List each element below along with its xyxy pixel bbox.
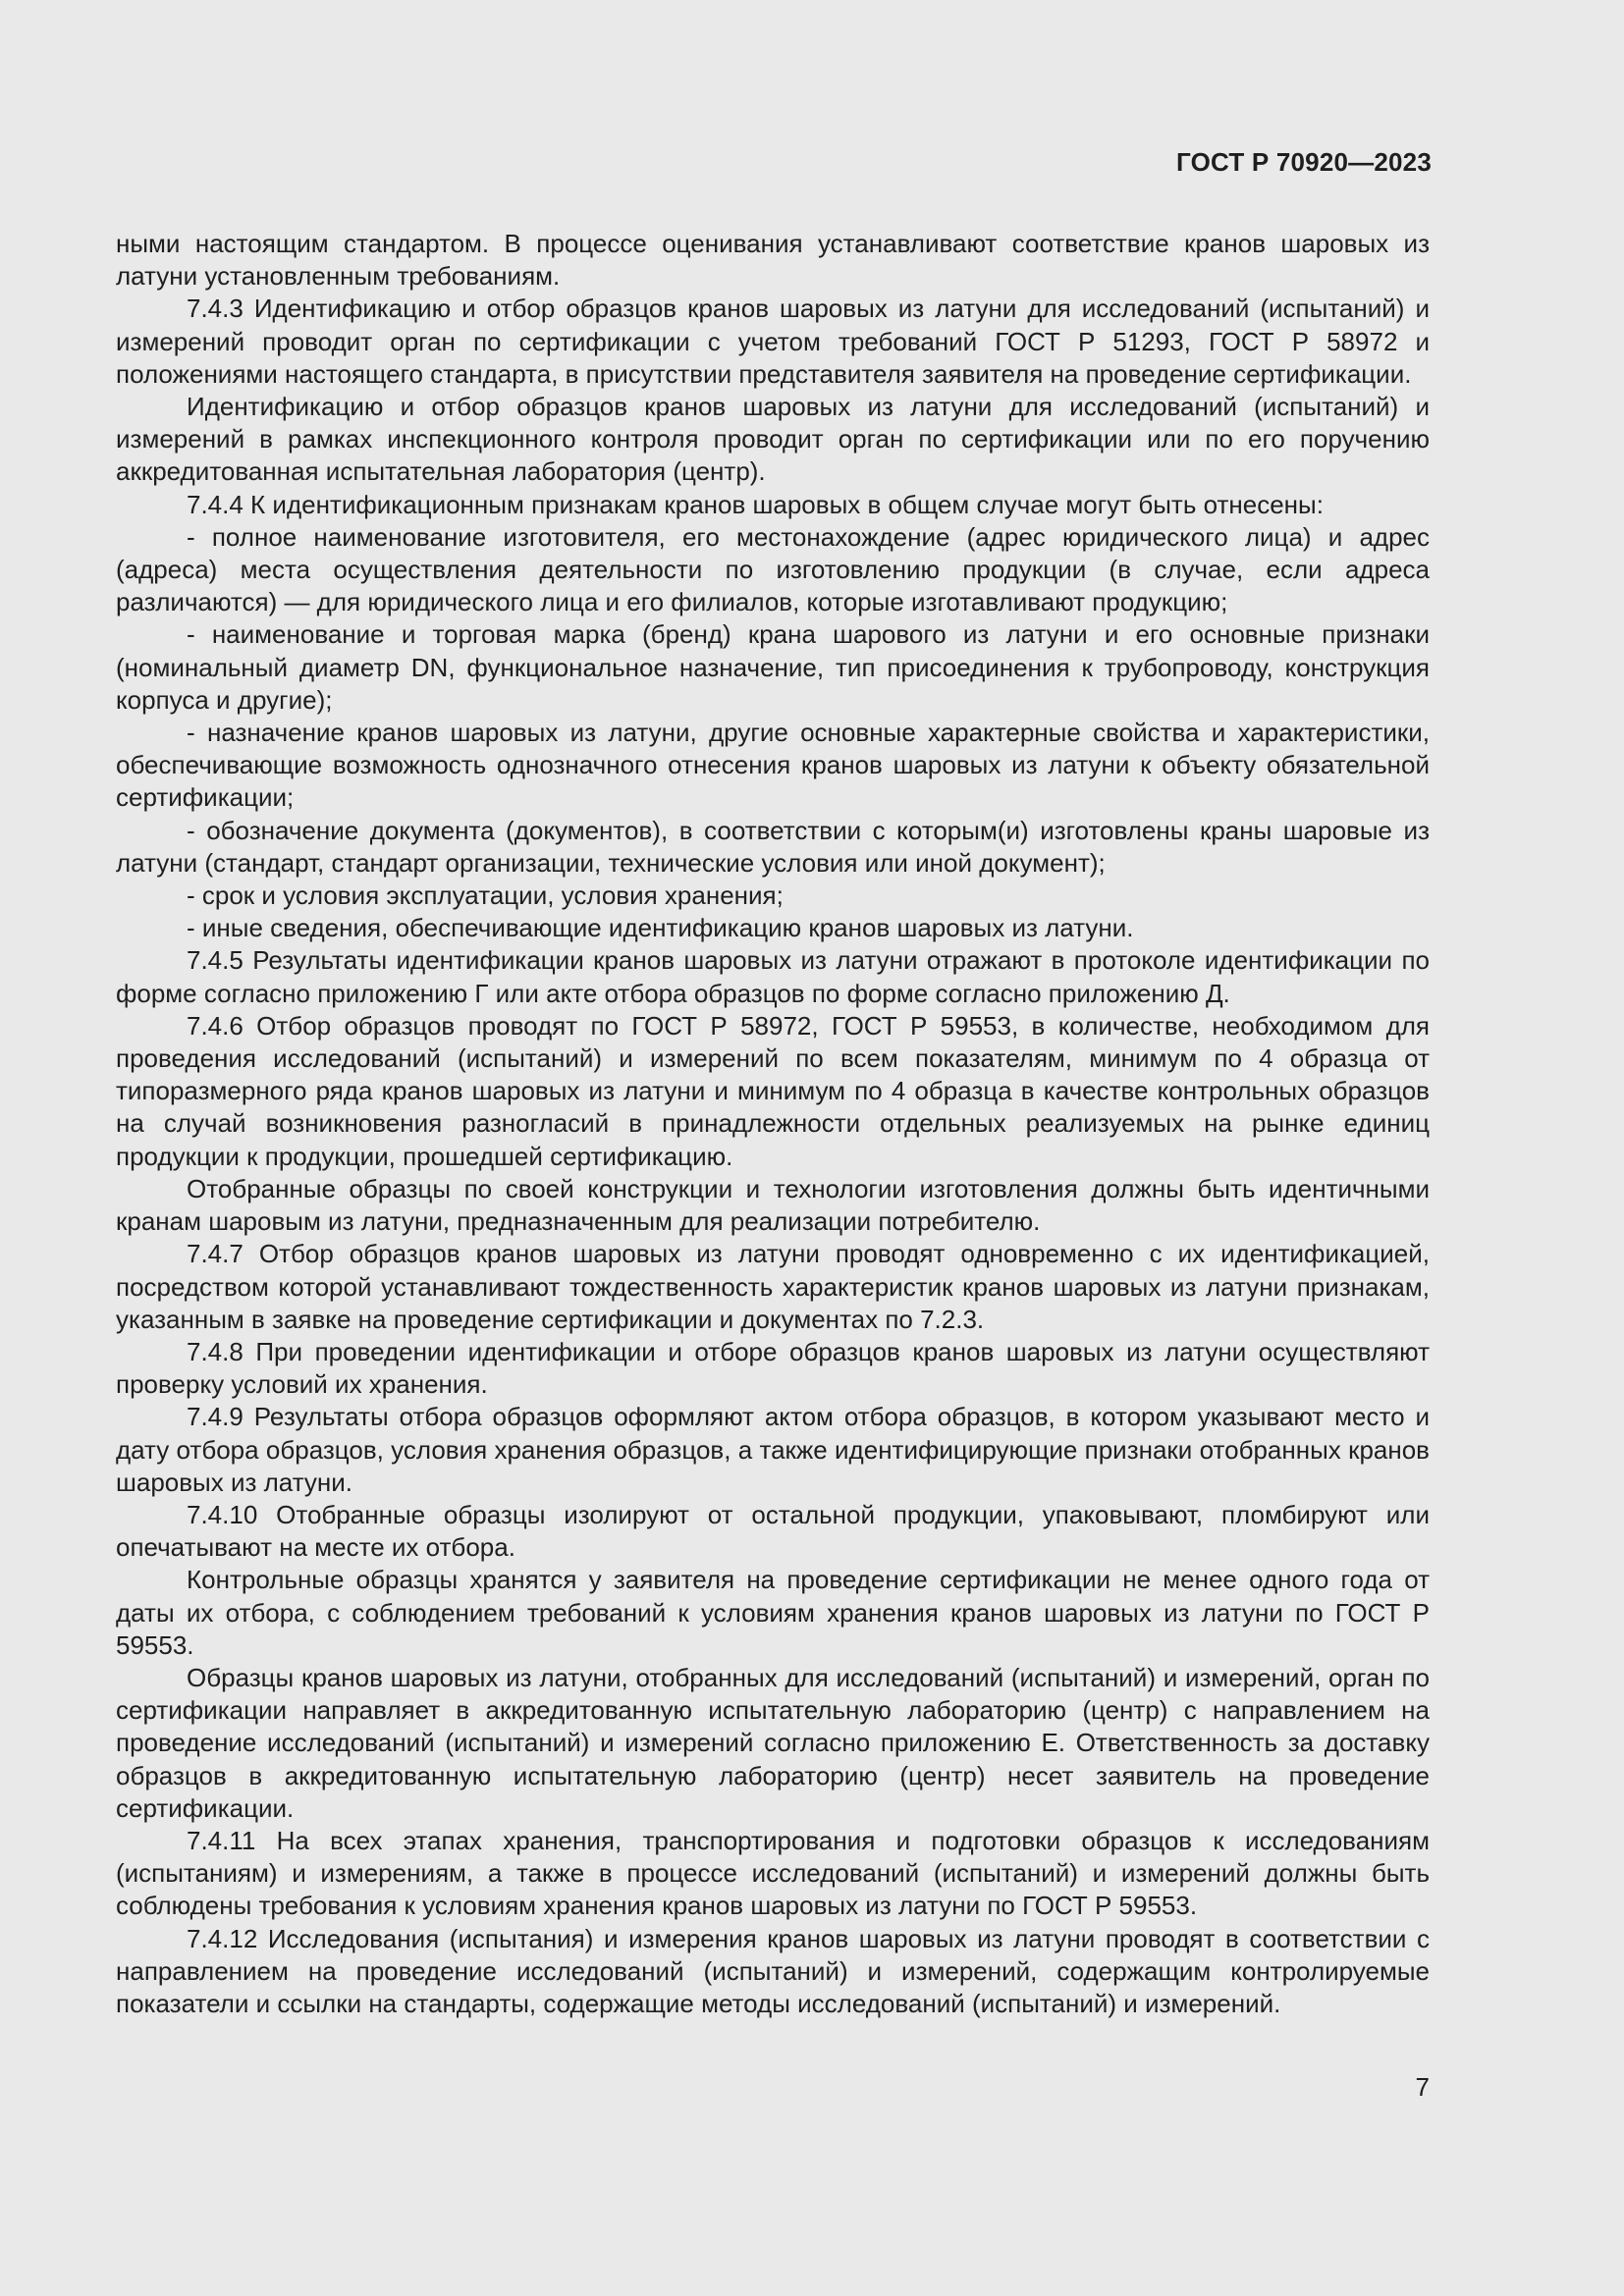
paragraph: Идентификацию и отбор образцов кранов шаровых из латуни для исследований (испытаний) и измерений в рамках инспекционного контроля проводит орган по сертификации или по его поручению аккредитованная испытательная лаборатория (центр). xyxy=(116,392,1430,487)
paragraph: 7.4.11 На всех этапах хранения, транспортирования и подготовки образцов к исследованиям (испытаниям) и измерениям, а также в процессе исследований (испытаний) и измерений должны быть соблюдены требования к условиям хранения кранов шаровых из латуни по ГОСТ Р 59553. xyxy=(116,1825,1430,1921)
list-item: - назначение кранов шаровых из латуни, другие основные характерные свойства и характеристики, обеспечивающие возможность однозначного отнесения кранов шаровых из латуни к объекту обязательной сертификации; xyxy=(116,718,1430,813)
paragraph: 7.4.3 Идентификацию и отбор образцов кранов шаровых из латуни для исследований (испытаний) и измерений проводит орган по сертификации с учетом требований ГОСТ Р 51293, ГОСТ Р 58972 и положениями настоящего стандарта, в присутствии представителя заявителя на проведение сертификации. xyxy=(116,294,1430,389)
paragraph: ными настоящим стандартом. В процессе оценивания устанавливают соответствие кранов шаровых из латуни установленным требованиям. xyxy=(116,229,1430,292)
page-number: 7 xyxy=(1415,2072,1430,2102)
paragraph: 7.4.8 При проведении идентификации и отборе образцов кранов шаровых из латуни осуществляют проверку условий их хранения. xyxy=(116,1336,1430,1400)
document-code-header: ГОСТ Р 70920—2023 xyxy=(1176,147,1432,177)
list-item: - обозначение документа (документов), в соответствии с которым(и) изготовлены краны шаровые из латуни (стандарт, стандарт организации, технические условия или иной документ); xyxy=(116,815,1430,878)
list-item: - иные сведения, обеспечивающие идентификацию кранов шаровых из латуни. xyxy=(187,913,1134,943)
paragraph: Отобранные образцы по своей конструкции и технологии изготовления должны быть идентичными кранам шаровым из латуни, предназначенным для реализации потребителю. xyxy=(116,1173,1430,1237)
paragraph: Контрольные образцы хранятся у заявителя на проведение сертификации не менее одного года от даты их отбора, с соблюдением требований к условиям хранения кранов шаровых из латуни по ГОСТ Р 59553. xyxy=(116,1565,1430,1660)
paragraph: 7.4.12 Исследования (испытания) и измерения кранов шаровых из латуни проводят в соответствии с направлением на проведение исследований (испытаний) и измерений, содержащим контролируемые показатели и ссылки на стандарты, содержащие методы исследований (испытаний) и измерений. xyxy=(116,1923,1430,2018)
paragraph: 7.4.5 Результаты идентификации кранов шаровых из латуни отражают в протоколе идентификации по форме согласно приложению Г или акте отбора образцов по форме согласно приложению Д. xyxy=(116,945,1430,1008)
list-item: - наименование и торговая марка (бренд) крана шарового из латуни и его основные признаки (номинальный диаметр DN, функциональное назначение, тип присоединения к трубопроводу, конструкция корпуса и другие); xyxy=(116,619,1430,715)
paragraph: 7.4.7 Отбор образцов кранов шаровых из латуни проводят одновременно с их идентификацией, посредством которой устанавливают тождественность характеристик кранов шаровых из латуни признакам, указанным в заявке на проведение сертификации и документах по 7.2.3. xyxy=(116,1239,1430,1334)
paragraph: 7.4.6 Отбор образцов проводят по ГОСТ Р 58972, ГОСТ Р 59553, в количестве, необходимом для проведения исследований (испытаний) и измерений по всем показателям, минимум по 4 образца от типоразмерного ряда кранов шаровых из латуни и минимум по 4 образца в качестве контрольных образцов на случай возникновения разногласий в принадлежности отдельных реализуемых на рынке единиц продукции к продукции, прошедшей сертификацию. xyxy=(116,1010,1430,1171)
list-item: - полное наименование изготовителя, его местонахождение (адрес юридического лица) и адрес (адреса) места осуществления деятельности по изготовлению продукции (в случае, если адреса различаются) — для юридического лица и его филиалов, которые изготавливают продукцию; xyxy=(116,521,1430,617)
paragraph: 7.4.10 Отобранные образцы изолируют от остальной продукции, упаковывают, пломбируют или опечатывают на месте их отбора. xyxy=(116,1499,1430,1563)
document-body xyxy=(116,228,1430,2020)
paragraph: Образцы кранов шаровых из латуни, отобранных для исследований (испытаний) и измерений, орган по сертификации направляет в аккредитованную испытательную лабораторию (центр) с направлением на проведение исследований (испытаний) и измерений согласно приложению Е. Ответственность за доставку образцов в аккредитованную испытательную лабораторию (центр) несет заявитель на проведение сертификации. xyxy=(116,1662,1430,1823)
paragraph: 7.4.9 Результаты отбора образцов оформляют актом отбора образцов, в котором указывают место и дату отбора образцов, условия хранения образцов, а также идентифицирующие признаки отобранных кранов шаровых из латуни. xyxy=(116,1402,1430,1497)
paragraph: 7.4.4 К идентификационным признакам кранов шаровых в общем случае могут быть отнесены: xyxy=(187,489,1324,519)
list-item: - срок и условия эксплуатации, условия хранения; xyxy=(187,881,784,911)
